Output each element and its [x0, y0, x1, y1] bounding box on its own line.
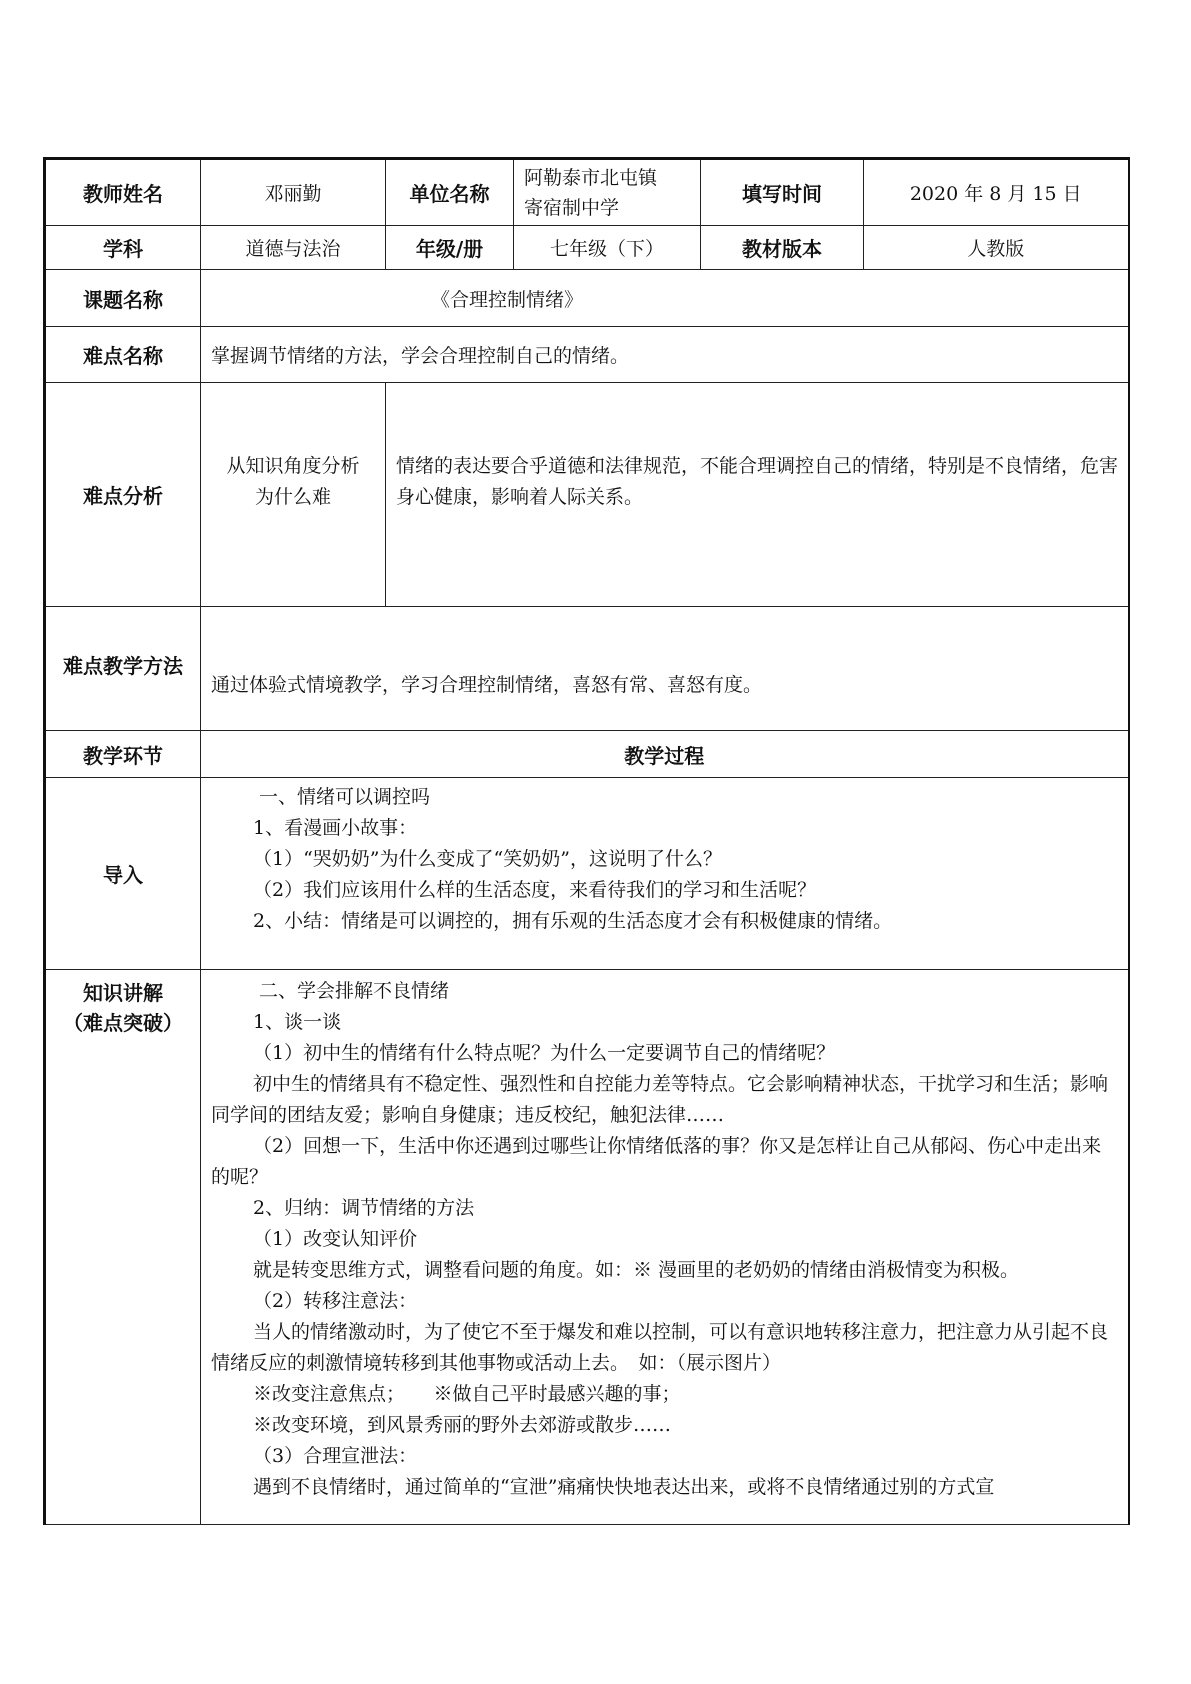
lesson-plan-table	[43, 157, 1130, 1525]
intro-line-5: 2、小结：情绪是可以调控的，拥有乐观的生活态度才会有积极健康的情绪。	[253, 910, 893, 932]
difficulty-label: 难点名称	[45, 327, 201, 383]
intro-line-3: （1）“哭奶奶”为什么变成了“笑奶奶”，这说明了什么？	[253, 848, 722, 870]
knowledge-label-line1: 知识讲解	[83, 981, 163, 1005]
process-title: 教学过程	[201, 731, 1129, 778]
method-value: 通过体验式情境教学，学习合理控制情绪，喜怒有常、喜怒有度。	[201, 607, 1129, 731]
edition-value: 人教版	[864, 226, 1129, 270]
grade-label: 年级/册	[386, 226, 514, 270]
teacher-label: 教师姓名	[45, 159, 201, 226]
analysis-value: 情绪的表达要合乎道德和法律规范，不能合理调控自己的情绪，特别是不良情绪，危害身心健康，影响着人际关系。	[386, 383, 1129, 607]
knowledge-line-6: 2、归纳：调节情绪的方法	[253, 1197, 475, 1219]
difficulty-value: 掌握调节情绪的方法，学会合理控制自己的情绪。	[201, 327, 1129, 383]
knowledge-line-5: （2）回想一下，生活中你还遇到过哪些让你情绪低落的事？你又是怎样让自己从郁闷、伤心中走出来的呢？	[211, 1135, 1102, 1188]
knowledge-line-9: （2）转移注意法：	[253, 1290, 418, 1312]
difficulty-row	[45, 327, 1129, 383]
date-label: 填写时间	[701, 159, 864, 226]
analysis-sub-label-line2: 为什么难	[254, 485, 331, 508]
grade-value: 七年级（下）	[514, 226, 701, 270]
knowledge-row	[45, 970, 1129, 1525]
knowledge-line-14: 遇到不良情绪时，通过简单的“宣泄”痛痛快快地表达出来，或将不良情绪通过别的方式宣	[253, 1476, 995, 1498]
analysis-label: 难点分析	[45, 383, 201, 607]
unit-value-line2: 寄宿制中学	[524, 196, 620, 219]
unit-value	[514, 159, 701, 226]
unit-value-line1: 阿勒泰市北屯镇	[524, 166, 658, 189]
intro-label	[45, 778, 201, 970]
intro-line-4: （2）我们应该用什么样的生活态度，来看待我们的学习和生活呢？	[253, 879, 817, 901]
intro-content	[201, 778, 1129, 970]
knowledge-line-1: 二、学会排解不良情绪	[259, 980, 450, 1002]
knowledge-line-11: ※改变注意焦点； ※做自己平时最感兴趣的事；	[253, 1383, 681, 1405]
intro-line-2: 1、看漫画小故事：	[253, 817, 418, 839]
date-value: 2020 年 8 月 15 日	[864, 159, 1129, 226]
edition-label: 教材版本	[701, 226, 864, 270]
knowledge-line-10: 当人的情绪激动时，为了使它不至于爆发和难以控制，可以有意识地转移注意力，把注意力从引起不良情绪反应的刺激情境转移到其他事物或活动上去。 如：（展示图片）	[211, 1321, 1109, 1374]
knowledge-content	[201, 970, 1129, 1525]
unit-label: 单位名称	[386, 159, 514, 226]
teacher-value: 邓丽勤	[201, 159, 386, 226]
process-header-row	[45, 731, 1129, 778]
intro-line-1: 一、情绪可以调控吗	[259, 786, 431, 808]
method-label: 难点教学方法	[45, 607, 201, 731]
header-row-1	[45, 159, 1129, 226]
header-row-2	[45, 226, 1129, 270]
knowledge-line-4: 初中生的情绪具有不稳定性、强烈性和自控能力差等特点。它会影响精神状态，干扰学习和生活；影响同学间的团结友爱；影响自身健康；违反校纪，触犯法律……	[211, 1073, 1109, 1126]
knowledge-line-12: ※改变环境，到风景秀丽的野外去郊游或散步……	[253, 1414, 672, 1436]
topic-row	[45, 270, 1129, 327]
knowledge-line-3: （1）初中生的情绪有什么特点呢？为什么一定要调节自己的情绪呢？	[253, 1042, 836, 1064]
knowledge-label	[45, 970, 201, 1525]
intro-label-text: 导入	[103, 863, 143, 887]
subject-value: 道德与法治	[201, 226, 386, 270]
topic-value: 《合理控制情绪》	[201, 270, 1129, 327]
topic-label: 课题名称	[45, 270, 201, 327]
analysis-sub-label	[201, 383, 386, 607]
knowledge-label-line2: （难点突破）	[63, 1011, 183, 1035]
knowledge-line-2: 1、谈一谈	[253, 1011, 342, 1033]
method-row	[45, 607, 1129, 731]
intro-row	[45, 778, 1129, 970]
knowledge-line-7: （1）改变认知评价	[253, 1228, 418, 1250]
knowledge-line-13: （3）合理宣泄法：	[253, 1445, 418, 1467]
process-stage-label: 教学环节	[45, 731, 201, 778]
analysis-row	[45, 383, 1129, 607]
knowledge-line-8: 就是转变思维方式，调整看问题的角度。如：※ 漫画里的老奶奶的情绪由消极情变为积极。	[253, 1259, 1020, 1281]
subject-label: 学科	[45, 226, 201, 270]
analysis-sub-label-line1: 从知识角度分析	[226, 454, 360, 477]
